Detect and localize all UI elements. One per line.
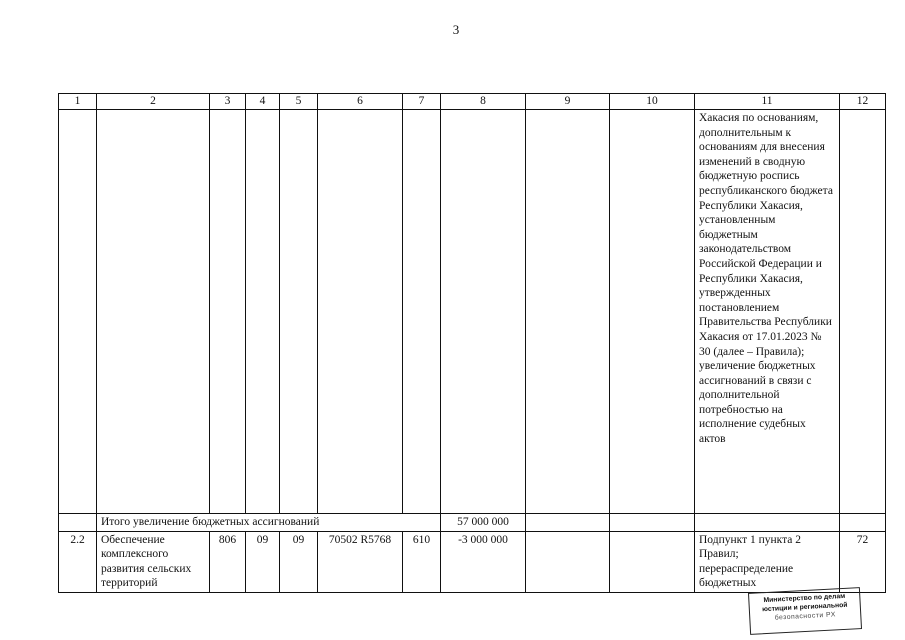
header-row — [59, 94, 886, 110]
cell-c6: 70502 R5768 — [318, 531, 403, 592]
table-cell — [97, 110, 210, 514]
total-label: Итого увеличение бюджетных ассигнований — [97, 514, 403, 532]
cell-c11: Подпункт 1 пункта 2 Правил; перераспределение бюджетных — [695, 531, 840, 592]
table-cell — [210, 110, 246, 514]
table-cell — [441, 110, 526, 514]
table-cell — [840, 514, 886, 532]
total-row — [59, 514, 886, 532]
header-cell: 8 — [441, 94, 526, 110]
header-cell: 2 — [97, 94, 210, 110]
table-cell — [840, 110, 886, 514]
header-cell: 9 — [526, 94, 610, 110]
row-number: 2.2 — [59, 531, 97, 592]
header-cell: 6 — [318, 94, 403, 110]
table-cell — [610, 514, 695, 532]
header-cell: 12 — [840, 94, 886, 110]
table-cell — [59, 514, 97, 532]
header-cell: 10 — [610, 94, 695, 110]
total-amount: 57 000 000 — [441, 514, 526, 532]
registration-stamp — [748, 587, 862, 635]
table-cell — [526, 110, 610, 514]
table-cell — [695, 514, 840, 532]
table-row-2-2 — [59, 531, 886, 592]
header-cell: 1 — [59, 94, 97, 110]
cell-c10 — [610, 531, 695, 592]
header-cell: 3 — [210, 94, 246, 110]
cell-c3: 806 — [210, 531, 246, 592]
table-cell — [403, 110, 441, 514]
cell-c7: 610 — [403, 531, 441, 592]
table-cell — [318, 110, 403, 514]
basis-cell: Хакасия по основаниям, дополнительным к основаниям для внесения изменений в сводную бюджетную роспись республиканского бюджета Республики Хакасия, установленным бюджетным законодательством Российской Федерации и Республики Хакасия, утвержденных постановлением Правительства Республики Хакасия от 17.01.2023 № 30 (далее – Правила); увеличение бюджетных ассигнований в связи с дополнительной потребностью на исполнение судебных актов — [695, 110, 840, 514]
header-cell: 5 — [280, 94, 318, 110]
header-cell: 7 — [403, 94, 441, 110]
table-cell — [403, 514, 441, 532]
stamp-line: безопасности РХ — [774, 611, 836, 622]
cell-c5: 09 — [280, 531, 318, 592]
table-cell — [526, 514, 610, 532]
table-cell — [280, 110, 318, 514]
table-row-continued — [59, 110, 886, 514]
header-cell: 11 — [695, 94, 840, 110]
row-name: Обеспечение комплексного развития сельских территорий — [97, 531, 210, 592]
stamp-line: юстиции и региональной — [761, 601, 848, 614]
table-cell — [610, 110, 695, 514]
cell-c12: 72 — [840, 531, 886, 592]
cell-c4: 09 — [246, 531, 280, 592]
page-number: 3 — [452, 22, 460, 37]
budget-table — [58, 93, 886, 593]
stamp-line: Министерство по делам — [763, 592, 846, 605]
cell-c8: -3 000 000 — [441, 531, 526, 592]
header-cell: 4 — [246, 94, 280, 110]
cell-c9 — [526, 531, 610, 592]
table-cell — [59, 110, 97, 514]
table-cell — [246, 110, 280, 514]
